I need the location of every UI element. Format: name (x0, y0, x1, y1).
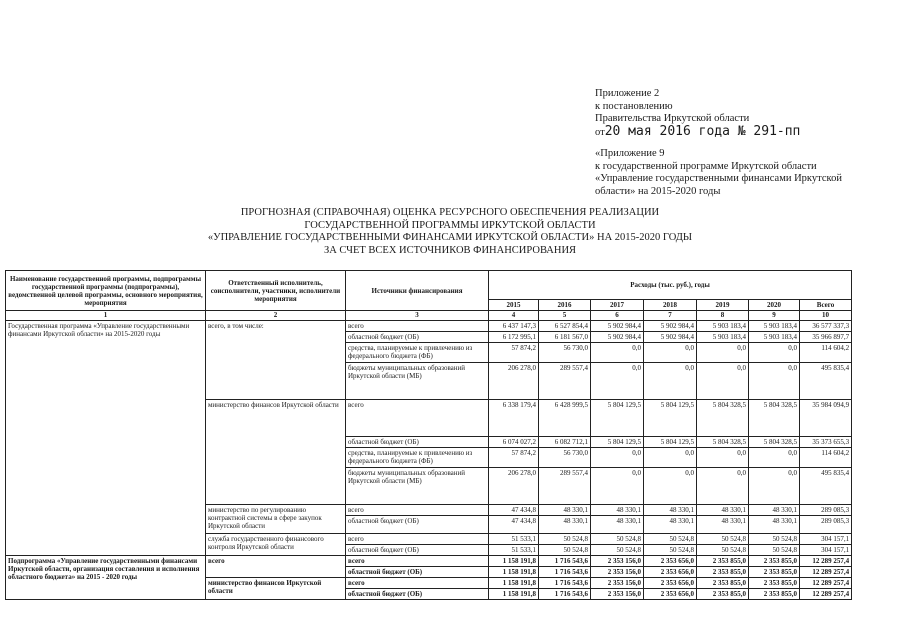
col-number: 5 (539, 311, 591, 321)
header-year: 2015 (489, 300, 539, 311)
source-cell: всего (346, 578, 489, 589)
title-line-4: ЗА СЧЕТ ВСЕХ ИСТОЧНИКОВ ФИНАНСИРОВАНИЯ (323, 244, 577, 256)
year-value-cell: 2 353 156,0 (591, 589, 644, 600)
year-value-cell: 0,0 (697, 468, 749, 505)
year-value-cell: 0,0 (591, 468, 644, 505)
year-value-cell: 56 730,0 (539, 448, 591, 468)
year-value-cell: 2 353 156,0 (591, 556, 644, 567)
header-line-3: Правительства Иркутской области (595, 113, 750, 124)
year-value-cell: 5 804 328,5 (749, 437, 800, 448)
col-number: 3 (346, 311, 489, 321)
year-value-cell: 6 437 147,3 (489, 321, 539, 332)
source-cell: всего (346, 534, 489, 545)
year-value-cell: 2 353 656,0 (644, 589, 697, 600)
year-value-cell: 50 524,8 (697, 534, 749, 545)
source-cell: всего (346, 321, 489, 332)
year-value-cell: 0,0 (644, 448, 697, 468)
year-value-cell: 48 330,1 (697, 516, 749, 534)
year-value-cell: 5 903 183,4 (749, 321, 800, 332)
year-value-cell: 50 524,8 (591, 545, 644, 556)
year-value-cell: 47 434,8 (489, 505, 539, 516)
total-value-cell: 495 835,4 (800, 468, 852, 505)
year-value-cell: 0,0 (591, 363, 644, 400)
executor-cell: министерство по регулированию контрактной системы в сфере закупок Иркутской области (206, 505, 346, 534)
year-value-cell: 1 716 543,6 (539, 567, 591, 578)
executor-cell: министерство финансов Иркутской области (206, 400, 346, 505)
header-year: 2017 (591, 300, 644, 311)
year-value-cell: 48 330,1 (539, 505, 591, 516)
year-value-cell: 289 557,4 (539, 468, 591, 505)
year-value-cell: 5 804 328,5 (749, 400, 800, 437)
year-value-cell: 0,0 (749, 343, 800, 363)
year-value-cell: 2 353 855,0 (697, 567, 749, 578)
year-value-cell: 56 730,0 (539, 343, 591, 363)
col-number: 6 (591, 311, 644, 321)
title-line-3: «УПРАВЛЕНИЕ ГОСУДАРСТВЕННЫМИ ФИНАНСАМИ ИРКУТСКОЙ ОБЛАСТИ» НА 2015-2020 ГОДЫ (207, 232, 693, 243)
year-value-cell: 50 524,8 (539, 545, 591, 556)
appendix-header (595, 88, 875, 139)
year-value-cell: 50 524,8 (749, 534, 800, 545)
year-value-cell: 0,0 (644, 363, 697, 400)
year-value-cell: 2 353 656,0 (644, 567, 697, 578)
source-cell: всего (346, 505, 489, 516)
year-value-cell: 2 353 855,0 (749, 556, 800, 567)
total-value-cell: 114 604,2 (800, 343, 852, 363)
year-value-cell: 1 716 543,6 (539, 556, 591, 567)
year-value-cell: 0,0 (697, 343, 749, 363)
year-value-cell: 2 353 855,0 (697, 589, 749, 600)
header-line-1: Приложение 2 (595, 88, 660, 99)
year-value-cell: 5 902 984,4 (591, 321, 644, 332)
source-cell: областной бюджет (ОБ) (346, 437, 489, 448)
year-value-cell: 2 353 855,0 (749, 567, 800, 578)
table-header-row (6, 271, 852, 300)
year-value-cell: 5 804 129,5 (644, 400, 697, 437)
appendix-9-block (595, 148, 895, 198)
year-value-cell: 2 353 855,0 (749, 589, 800, 600)
program-name-cell: Государственная программа «Управление государственными финансами Иркутской области» на 2015-2020 годы (6, 321, 206, 556)
year-value-cell: 48 330,1 (644, 516, 697, 534)
year-value-cell: 5 804 129,5 (591, 400, 644, 437)
total-value-cell: 12 289 257,4 (800, 589, 852, 600)
year-value-cell: 5 902 984,4 (644, 332, 697, 343)
header-year: 2020 (749, 300, 800, 311)
year-value-cell: 1 158 191,8 (489, 589, 539, 600)
header-date-prefix: от (595, 126, 605, 138)
header-col-source: Источники финансирования (346, 271, 489, 311)
year-value-cell: 5 804 328,5 (697, 400, 749, 437)
year-value-cell: 6 527 854,4 (539, 321, 591, 332)
year-value-cell: 48 330,1 (539, 516, 591, 534)
year-value-cell: 206 278,0 (489, 468, 539, 505)
year-value-cell: 1 158 191,8 (489, 578, 539, 589)
total-value-cell: 35 373 655,3 (800, 437, 852, 448)
title-line-2: ГОСУДАРСТВЕННОЙ ПРОГРАММЫ ИРКУТСКОЙ ОБЛАСТИ (304, 219, 596, 231)
table-row (6, 556, 852, 567)
year-value-cell: 51 533,1 (489, 534, 539, 545)
year-value-cell: 0,0 (697, 363, 749, 400)
year-value-cell: 5 804 129,5 (591, 437, 644, 448)
year-value-cell: 5 903 183,4 (697, 332, 749, 343)
year-value-cell: 6 428 999,5 (539, 400, 591, 437)
col-number: 1 (6, 311, 206, 321)
source-cell: средства, планируемые к привлечению из федерального бюджета (ФБ) (346, 448, 489, 468)
year-value-cell: 48 330,1 (749, 505, 800, 516)
year-value-cell: 2 353 855,0 (697, 556, 749, 567)
source-cell: областной бюджет (ОБ) (346, 567, 489, 578)
source-cell: всего (346, 556, 489, 567)
table-column-numbers (6, 311, 852, 321)
title-line-1: ПРОГНОЗНАЯ (СПРАВОЧНАЯ) ОЦЕНКА РЕСУРСНОГО ОБЕСПЕЧЕНИЯ РЕАЛИЗАЦИИ (240, 207, 660, 218)
year-value-cell: 5 804 129,5 (644, 437, 697, 448)
header-year: 2016 (539, 300, 591, 311)
total-value-cell: 36 577 337,3 (800, 321, 852, 332)
executor-cell: всего (206, 556, 346, 578)
total-value-cell: 35 966 897,7 (800, 332, 852, 343)
year-value-cell: 1 716 543,6 (539, 578, 591, 589)
year-value-cell: 48 330,1 (591, 505, 644, 516)
total-value-cell: 12 289 257,4 (800, 556, 852, 567)
year-value-cell: 1 716 543,6 (539, 589, 591, 600)
col-number: 4 (489, 311, 539, 321)
total-value-cell: 304 157,1 (800, 534, 852, 545)
total-value-cell: 12 289 257,4 (800, 578, 852, 589)
year-value-cell: 48 330,1 (644, 505, 697, 516)
year-value-cell: 2 353 855,0 (749, 578, 800, 589)
year-value-cell: 2 353 156,0 (591, 567, 644, 578)
year-value-cell: 51 533,1 (489, 545, 539, 556)
source-cell: областной бюджет (ОБ) (346, 332, 489, 343)
year-value-cell: 0,0 (644, 468, 697, 505)
year-value-cell: 1 158 191,8 (489, 556, 539, 567)
executor-cell: всего, в том числе: (206, 321, 346, 400)
year-value-cell: 47 434,8 (489, 516, 539, 534)
year-value-cell: 5 902 984,4 (591, 332, 644, 343)
year-value-cell: 2 353 855,0 (697, 578, 749, 589)
year-value-cell: 5 903 183,4 (749, 332, 800, 343)
year-value-cell: 2 353 156,0 (591, 578, 644, 589)
year-value-cell: 57 874,2 (489, 448, 539, 468)
year-value-cell: 48 330,1 (591, 516, 644, 534)
header-year-total: Всего (800, 300, 852, 311)
year-value-cell: 0,0 (644, 343, 697, 363)
year-value-cell: 50 524,8 (539, 534, 591, 545)
financing-table (5, 270, 852, 600)
header-date-value: 20 мая 2016 года № 291-пп (604, 123, 801, 139)
header-date-line (595, 123, 875, 140)
year-value-cell: 5 804 328,5 (697, 437, 749, 448)
header-col-executor: Ответственный исполнитель, соисполнители, участники, исполнители мероприятия (206, 271, 346, 311)
total-value-cell: 304 157,1 (800, 545, 852, 556)
year-value-cell: 0,0 (749, 468, 800, 505)
year-value-cell: 289 557,4 (539, 363, 591, 400)
col-number: 2 (206, 311, 346, 321)
col-number: 8 (697, 311, 749, 321)
source-cell: областной бюджет (ОБ) (346, 589, 489, 600)
year-value-cell: 50 524,8 (697, 545, 749, 556)
executor-cell: служба государственного финансового контроля Иркутской области (206, 534, 346, 556)
appendix-line-4: области» на 2015-2020 годы (595, 185, 721, 197)
year-value-cell: 2 353 656,0 (644, 578, 697, 589)
source-cell: бюджеты муниципальных образований Иркутской области (МБ) (346, 363, 489, 400)
header-col-name: Наименование государственной программы, подпрограммы государственной программы (подпрограммы), ведомственной целевой программы, основного мероприятия, мероприятия (6, 271, 206, 311)
header-expenses: Расходы (тыс. руб.), годы (489, 271, 852, 300)
year-value-cell: 48 330,1 (697, 505, 749, 516)
col-number: 9 (749, 311, 800, 321)
year-value-cell: 1 158 191,8 (489, 567, 539, 578)
year-value-cell: 206 278,0 (489, 363, 539, 400)
document-title (170, 207, 730, 257)
year-value-cell: 0,0 (591, 343, 644, 363)
source-cell: всего (346, 400, 489, 437)
header-year: 2019 (697, 300, 749, 311)
appendix-line-1: «Приложение 9 (595, 148, 665, 159)
year-value-cell: 6 172 995,1 (489, 332, 539, 343)
total-value-cell: 35 984 094,9 (800, 400, 852, 437)
col-number: 10 (800, 311, 852, 321)
year-value-cell: 6 338 179,4 (489, 400, 539, 437)
year-value-cell: 50 524,8 (644, 534, 697, 545)
year-value-cell: 0,0 (697, 448, 749, 468)
total-value-cell: 12 289 257,4 (800, 567, 852, 578)
year-value-cell: 50 524,8 (749, 545, 800, 556)
year-value-cell: 5 903 183,4 (697, 321, 749, 332)
year-value-cell: 0,0 (749, 363, 800, 400)
total-value-cell: 289 085,3 (800, 505, 852, 516)
col-number: 7 (644, 311, 697, 321)
header-year: 2018 (644, 300, 697, 311)
total-value-cell: 114 604,2 (800, 448, 852, 468)
year-value-cell: 50 524,8 (644, 545, 697, 556)
appendix-line-2: к государственной программе Иркутской области (595, 160, 817, 172)
year-value-cell: 48 330,1 (749, 516, 800, 534)
source-cell: средства, планируемые к привлечению из федерального бюджета (ФБ) (346, 343, 489, 363)
total-value-cell: 495 835,4 (800, 363, 852, 400)
year-value-cell: 2 353 656,0 (644, 556, 697, 567)
year-value-cell: 6 074 027,2 (489, 437, 539, 448)
appendix-line-3: «Управление государственными финансами Иркутской (595, 173, 842, 184)
year-value-cell: 0,0 (591, 448, 644, 468)
year-value-cell: 6 082 712,1 (539, 437, 591, 448)
year-value-cell: 50 524,8 (591, 534, 644, 545)
year-value-cell: 57 874,2 (489, 343, 539, 363)
subprogram-name-cell: Подпрограмма «Управление государственными финансами Иркутской области, организация составления и исполнения областного бюджета» на 2015 - 2020 годы (6, 556, 206, 600)
header-line-2: к постановлению (595, 100, 673, 112)
source-cell: бюджеты муниципальных образований Иркутской области (МБ) (346, 468, 489, 505)
table-row (6, 321, 852, 332)
year-value-cell: 5 902 984,4 (644, 321, 697, 332)
source-cell: областной бюджет (ОБ) (346, 545, 489, 556)
source-cell: областной бюджет (ОБ) (346, 516, 489, 534)
executor-cell: министерство финансов Иркутской области (206, 578, 346, 600)
total-value-cell: 289 085,3 (800, 516, 852, 534)
year-value-cell: 0,0 (749, 448, 800, 468)
year-value-cell: 6 181 567,0 (539, 332, 591, 343)
